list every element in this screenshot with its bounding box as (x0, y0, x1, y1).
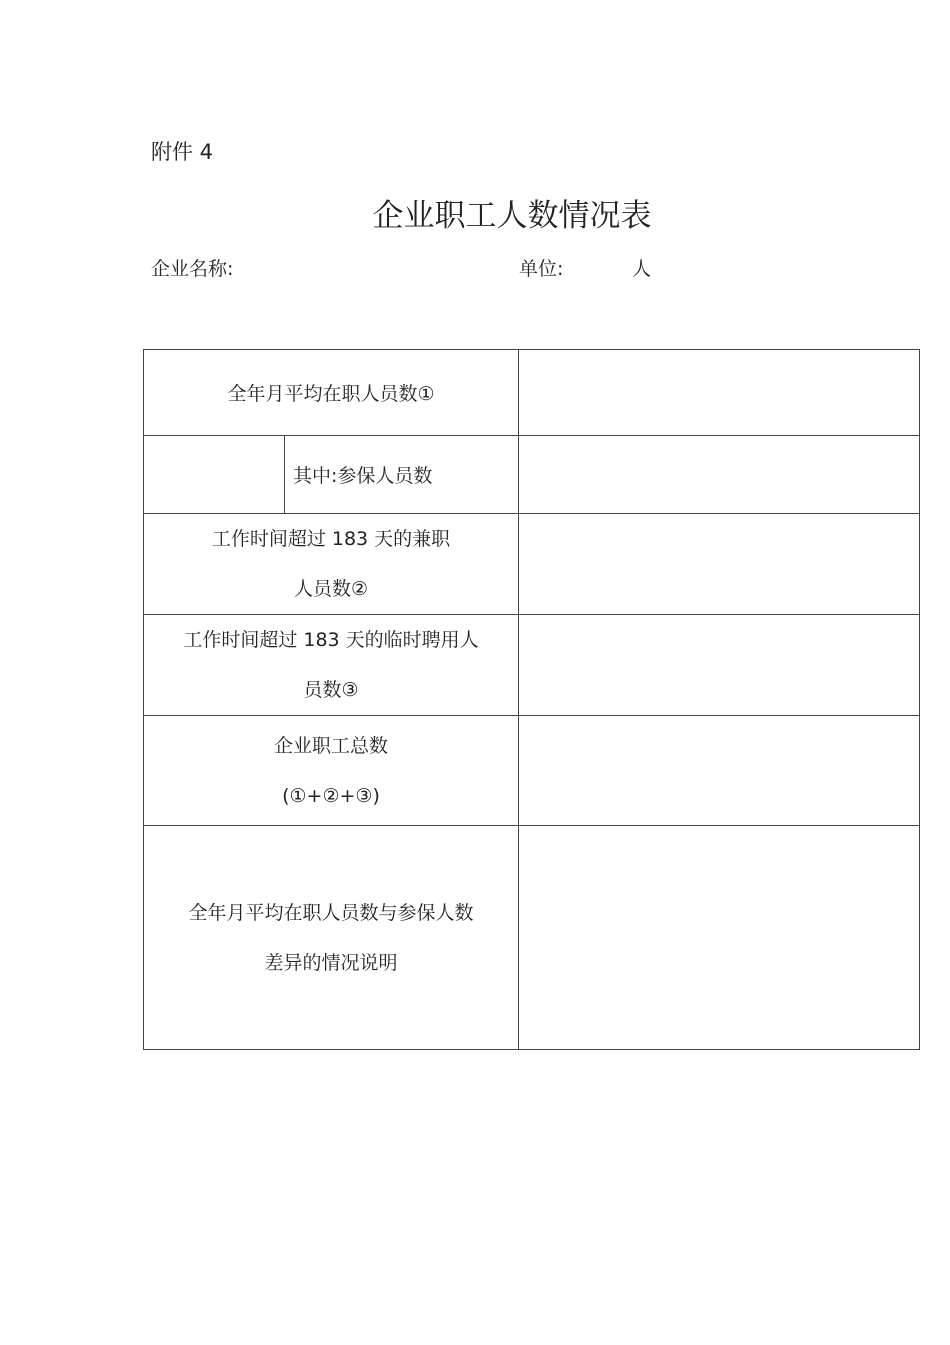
table-row (144, 514, 920, 615)
label-line: 工作时间超过 183 天的兼职 (211, 528, 451, 550)
row-label (144, 350, 519, 436)
unit-value: 人 (632, 258, 652, 280)
blank-cell (144, 436, 285, 514)
label-line: 人员数② (293, 578, 369, 600)
value-cell[interactable] (519, 436, 920, 514)
table-row (144, 436, 920, 514)
staff-count-table (143, 349, 920, 1050)
row-label (144, 615, 519, 716)
label-text: 其中:参保人员数 (293, 465, 433, 487)
table-row (144, 350, 920, 436)
value-cell[interactable] (519, 716, 920, 826)
row-label (285, 436, 519, 514)
label-line: 工作时间超过 183 天的临时聘用人 (183, 629, 479, 651)
label-line: (①+②+③) (282, 784, 380, 807)
label-text: 全年月平均在职人员数① (227, 383, 435, 405)
unit-label: 单位: (519, 258, 564, 280)
label-line: 企业职工总数 (273, 734, 388, 757)
table-row (144, 716, 920, 826)
label-line: 全年月平均在职人员数与参保人数 (188, 901, 474, 924)
value-cell[interactable] (519, 615, 920, 716)
label-line: 差异的情况说明 (264, 951, 398, 974)
attachment-label: 附件 4 (151, 140, 214, 164)
row-label (144, 514, 519, 615)
label-line: 员数③ (303, 679, 359, 701)
page-title: 企业职工人数情况表 (372, 198, 652, 234)
table-row (144, 615, 920, 716)
value-cell[interactable] (519, 350, 920, 436)
row-label (144, 716, 519, 826)
company-name-label: 企业名称: (151, 258, 234, 280)
value-cell[interactable] (519, 514, 920, 615)
value-cell[interactable] (519, 826, 920, 1050)
row-label (144, 826, 519, 1050)
table-row (144, 826, 920, 1050)
